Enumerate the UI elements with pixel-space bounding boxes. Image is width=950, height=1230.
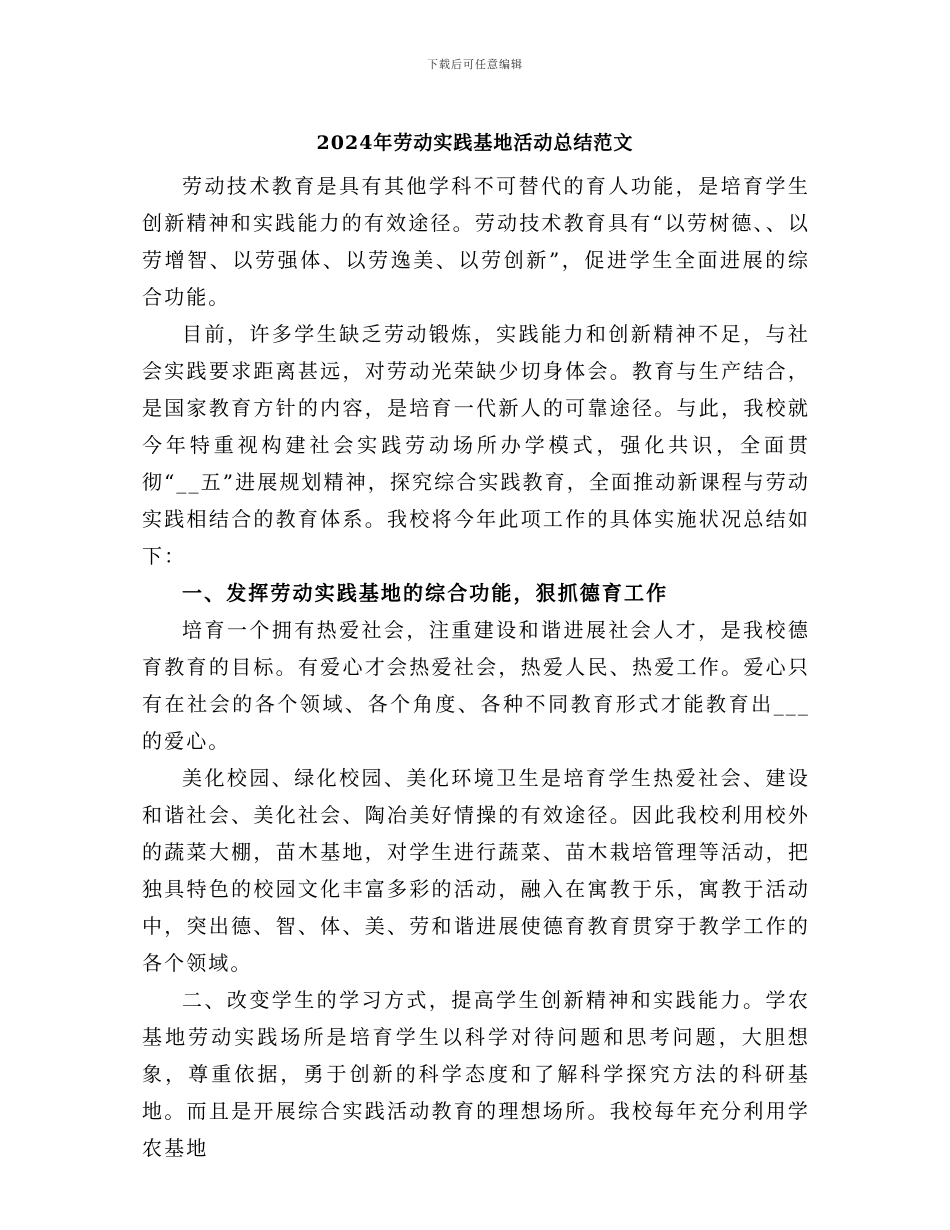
paragraph-campus-beautification: 美化校园、绿化校园、美化环境卫生是培育学生热爱社会、建设和谐社会、美化社会、陶冶美好情操的有效途径。因此我校利用校外的蔬菜大棚，苗木基地，对学生进行蔬菜、苗木栽培管理等活动，把独具特色的校园文化丰富多彩的活动，融入在寓教于乐，寓教于活动中，突出德、智、体、美、劳和谐进展使德育教育贯穿于教学工作的各个领域。 (142, 766, 810, 975)
header-note: 下载后可任意编辑 (427, 58, 523, 71)
paragraph-intro: 劳动技术教育是具有其他学科不可替代的育人功能，是培育学生创新精神和实践能力的有效途径。劳动技术教育具有“以劳树德、、以劳增智、以劳强体、以劳逸美、以劳创新”，促进学生全面进展的综合功能。 (142, 174, 810, 309)
document-title: 2024年劳动实践基地活动总结范文 (316, 132, 634, 154)
paragraph-section-2: 二、改变学生的学习方式，提高学生创新精神和实践能力。学农基地劳动实践场所是培育学生以科学对待问题和思考问题，大胆想象，尊重依据，勇于创新的科学态度和了解科学探究方法的科研基地。而且是开展综合实践活动教育的理想场所。我校每年充分利用学农基地 (142, 988, 810, 1160)
paragraph-moral-education: 培育一个拥有热爱社会，注重建设和谐进展社会人才，是我校德育教育的目标。有爱心才会热爱社会，热爱人民、热爱工作。爱心只有在社会的各个领域、各个角度、各种不同教育形式才能教育出___的爱心。 (142, 618, 810, 753)
paragraph-background: 目前，许多学生缺乏劳动锻炼，实践能力和创新精神不足，与社会实践要求距离甚远，对劳动光荣缺少切身体会。教育与生产结合，是国家教育方针的内容，是培育一代新人的可靠途径。与此，我校就今年特重视构建社会实践劳动场所办学模式，强化共识，全面贯彻“__五”进展规划精神，探究综合实践教育，全面推动新课程与劳动实践相结合的教育体系。我校将今年此项工作的具体实施状况总结如下： (142, 322, 810, 568)
section-heading-1: 一、发挥劳动实践基地的综合功能，狠抓德育工作 (182, 581, 669, 605)
document-body (142, 168, 810, 1167)
